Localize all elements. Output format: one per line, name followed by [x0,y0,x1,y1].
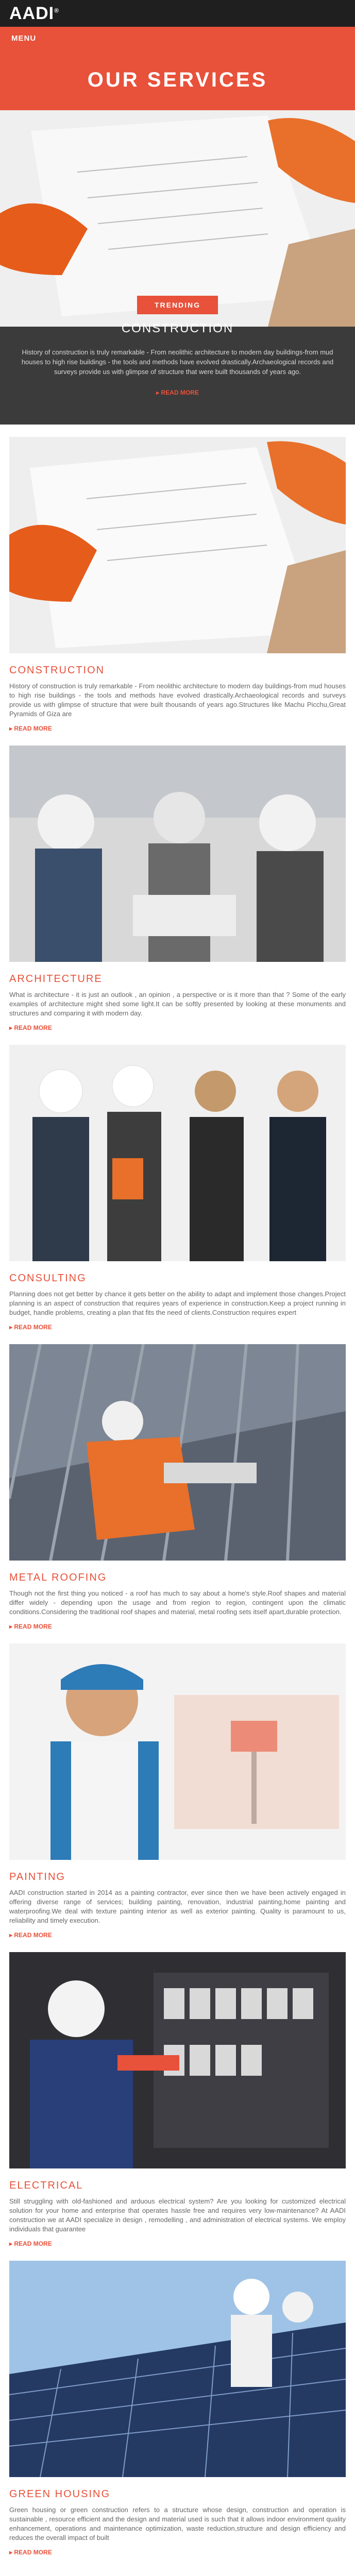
service-card-consulting [0,1045,355,1332]
service-card-painting [0,1643,355,1940]
service-description: Green housing or green construction refers to a structure whose design, construction and operation is sustainable , resource efficient and the design and material used is such that it allows indoor environment quality enhancement, operations and maintenance optimization, waste reduction,structure and design efficiency and reduces the overall impact of built [9,2506,346,2541]
page-title: OUR SERVICES [87,68,268,91]
hero-image [0,110,355,327]
service-description: What is architecture - it is just an outlook , an opinion , a perspective or is it more than that ? Some of the early examples of architecture might shed some light.It can be softly presented by looking at these monuments and structures and comparing it with modern day. [9,991,346,1017]
top-header [0,0,355,27]
service-description: AADI construction started in 2014 as a painting contractor, ever since then we have been actively engaged in offering diverse range of services; building painting, renovation, industrial painting,home painting and waterproofing.We deal with texture painting interior as well as exterior painting. Quality is paramount to us, reliability and timely execution. [9,1889,346,1924]
service-card-construction [0,437,355,733]
service-title: CONSTRUCTION [9,665,105,676]
service-card-metal-roofing [0,1344,355,1631]
consulting-image [9,1045,346,1261]
metal-roofing-image [9,1344,346,1561]
read-more-link[interactable]: ▸ READ MORE [9,725,52,732]
service-title: PAINTING [9,1871,65,1883]
service-title: GREEN HOUSING [9,2488,111,2500]
read-more-link[interactable]: ▸ READ MORE [9,1623,52,1630]
read-more-link[interactable]: ▸ READ MORE [9,1024,52,1031]
read-more-link[interactable]: ▸ READ MORE [9,2240,52,2247]
service-description: History of construction is truly remarkable - From neolithic architecture to modern day buildings-from mud houses to high rise buildings - the tools and methods have evolved drastically.Archaeological records and surveys provide us with glimpse of structure that were built thousands of years ago.Structures like Machu Picchu,Great Pyramids of Giza are [9,682,346,718]
service-card-architecture [0,745,355,1032]
service-description: Still struggling with old-fashioned and arduous electrical system? Are you looking for customized electrical solution for your home and enterprise that operates hassle free and requires very low-maintenance? At AADI construction we at AADI specialize in design , remodelling , and administration of electrical systems. We employ individuals that guarantee [9,2197,346,2233]
read-more-link[interactable]: ▸ READ MORE [9,1931,52,1939]
hero-read-more-link[interactable]: ▸ READ MORE [156,389,199,396]
hero-text: History of construction is truly remarkable - From neolithic architecture to modern day buildings-from mud houses to high rise buildings - the tools and methods have evolved drastically.Archaeological records and surveys provide us with glimpse of structure that were built thousands of years ago. [21,348,334,376]
service-description: Planning does not get better by chance it gets better on the ability to adapt and implement those changes.Project planning is an aspect of construction that requires years of experience in construction.Keep a project running in budget, handle problems, creating a plan that fits the need of clients.Construction requires expert [9,1290,346,1316]
site-logo[interactable]: AADI® [9,3,59,23]
architecture-image [9,745,346,962]
service-title: ARCHITECTURE [9,973,103,985]
green-housing-image [9,2261,346,2477]
menu-bar[interactable] [0,27,355,49]
construction-image [9,437,346,653]
service-title: CONSULTING [9,1273,87,1284]
hero-caption [0,296,355,397]
hero-title: CONSTRUCTION [121,321,234,335]
page-banner [0,49,355,110]
hero-slide [0,110,355,425]
read-more-link[interactable]: ▸ READ MORE [9,2549,52,2556]
electrical-image [9,1952,346,2168]
service-title: ELECTRICAL [9,2180,83,2191]
service-title: METAL ROOFING [9,1572,107,1583]
service-description: Though not the first thing you noticed - a roof has much to say about a home's style.Roof shapes and material differ widely - depending upon the usage and from region to region, contingent upon the climatic conditions.Considering the traditional roof shapes and material, metal roofing sets itself apart,durable protection. [9,1589,346,1616]
menu-toggle[interactable]: MENU [11,33,37,43]
trending-ribbon: TRENDING [137,296,218,314]
service-card-electrical [0,1952,355,2248]
painting-image [9,1643,346,1860]
read-more-link[interactable]: ▸ READ MORE [9,1324,52,1331]
service-card-green-housing [0,2261,355,2557]
